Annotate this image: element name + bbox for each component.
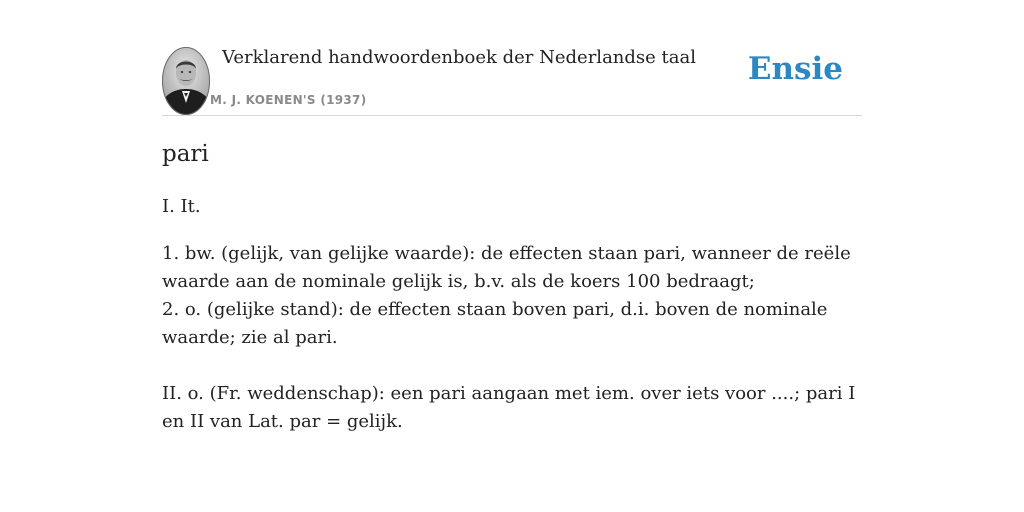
section-label: I. It. xyxy=(162,196,201,217)
definition-section-2: II. o. (Fr. weddenschap): een pari aangaan met iem. over iets voor ....; pari I en II van Lat. par = gelijk. xyxy=(162,383,856,432)
dictionary-author: M. J. KOENEN'S (1937) xyxy=(210,93,367,107)
brand-logo-link[interactable]: Ensie xyxy=(747,51,843,87)
definition-sense-1: 1. bw. (gelijk, van gelijke waarde): de effecten staan pari, wanneer de reële waarde aan de nominale gelijk is, b.v. als de koers 100 bedraagt; xyxy=(162,243,851,292)
page xyxy=(162,0,862,432)
definition-sense-2: 2. o. (gelijke stand): de effecten staan boven pari, d.i. boven de nominale waarde; zie al pari. xyxy=(162,299,828,348)
header xyxy=(162,0,862,116)
entry-body xyxy=(162,193,862,436)
entry-headword: pari xyxy=(162,141,209,167)
dictionary-title: Verklarend handwoordenboek der Nederlandse taal xyxy=(222,47,696,68)
author-portrait-icon xyxy=(162,47,210,115)
